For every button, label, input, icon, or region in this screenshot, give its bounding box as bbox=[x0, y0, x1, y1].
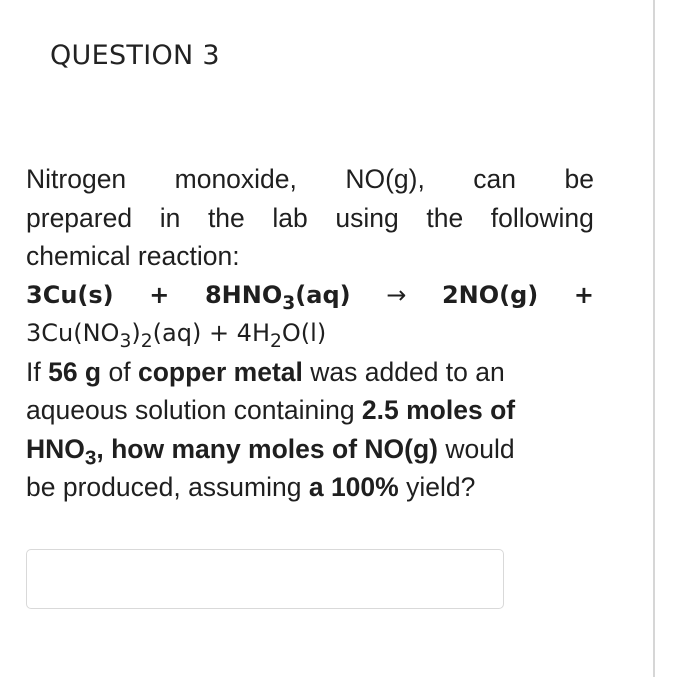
acid-moles: 2.5 moles of bbox=[361, 395, 516, 425]
word: lab bbox=[272, 202, 308, 233]
answer-input[interactable] bbox=[26, 549, 504, 609]
plus-sign: + bbox=[573, 280, 594, 309]
text: aqueous solution containing bbox=[26, 395, 362, 425]
formula-part: ) bbox=[131, 319, 141, 347]
text: If bbox=[26, 356, 49, 387]
formula-part: 8HNO bbox=[204, 280, 283, 309]
text: was added to an bbox=[302, 356, 505, 387]
copper-metal: copper metal bbox=[137, 356, 303, 387]
question-title: QUESTION 3 bbox=[50, 40, 220, 71]
subscript: 3 bbox=[282, 292, 296, 314]
question-line-p3 bbox=[26, 430, 594, 469]
question-line-2 bbox=[26, 199, 594, 238]
product-no: 2NO(g) bbox=[441, 280, 539, 309]
reactant-copper: 3Cu(s) bbox=[26, 280, 114, 309]
formula-part: , how many moles of NO(g) bbox=[96, 433, 438, 464]
word: can bbox=[473, 164, 517, 194]
subscript: 3 bbox=[119, 330, 132, 352]
subscript: 2 bbox=[270, 330, 282, 352]
reactant-nitric-acid bbox=[205, 276, 351, 315]
word: prepared bbox=[26, 202, 133, 233]
question-line-3: chemical reaction: bbox=[26, 241, 240, 271]
text: be produced, assuming bbox=[26, 472, 309, 502]
question-text bbox=[26, 160, 594, 507]
reaction-equation-line-2 bbox=[26, 314, 594, 353]
formula-part: 3Cu(NO bbox=[26, 319, 120, 347]
question-line-1 bbox=[26, 160, 594, 199]
word: monoxide, bbox=[174, 164, 297, 194]
subscript: 3 bbox=[84, 446, 97, 470]
word: Nitrogen bbox=[26, 164, 127, 194]
formula-part: (aq) + 4H bbox=[152, 319, 270, 347]
question-line-p4 bbox=[26, 468, 594, 507]
word: in bbox=[159, 202, 181, 233]
word: NO(g), bbox=[345, 164, 425, 194]
plus-sign: + bbox=[149, 280, 170, 309]
formula-part: O(l) bbox=[281, 319, 327, 347]
word: using bbox=[335, 202, 399, 233]
word: the bbox=[426, 202, 464, 233]
reaction-equation-line-1 bbox=[26, 276, 594, 315]
reaction-arrow: → bbox=[386, 280, 407, 309]
text: would bbox=[437, 433, 515, 464]
copper-mass: 56 g bbox=[48, 356, 102, 387]
yield-percent: a 100% bbox=[308, 472, 399, 502]
question-line-p1 bbox=[26, 353, 594, 392]
text: of bbox=[101, 356, 138, 387]
word: be bbox=[564, 164, 594, 194]
word: following bbox=[490, 202, 594, 233]
word: the bbox=[207, 202, 245, 233]
acid-formula bbox=[26, 433, 438, 470]
subscript: 2 bbox=[140, 330, 153, 352]
formula-part: HNO bbox=[26, 433, 85, 464]
text: yield? bbox=[398, 472, 476, 502]
question-line-p2 bbox=[26, 391, 594, 430]
formula-part: (aq) bbox=[295, 280, 351, 309]
